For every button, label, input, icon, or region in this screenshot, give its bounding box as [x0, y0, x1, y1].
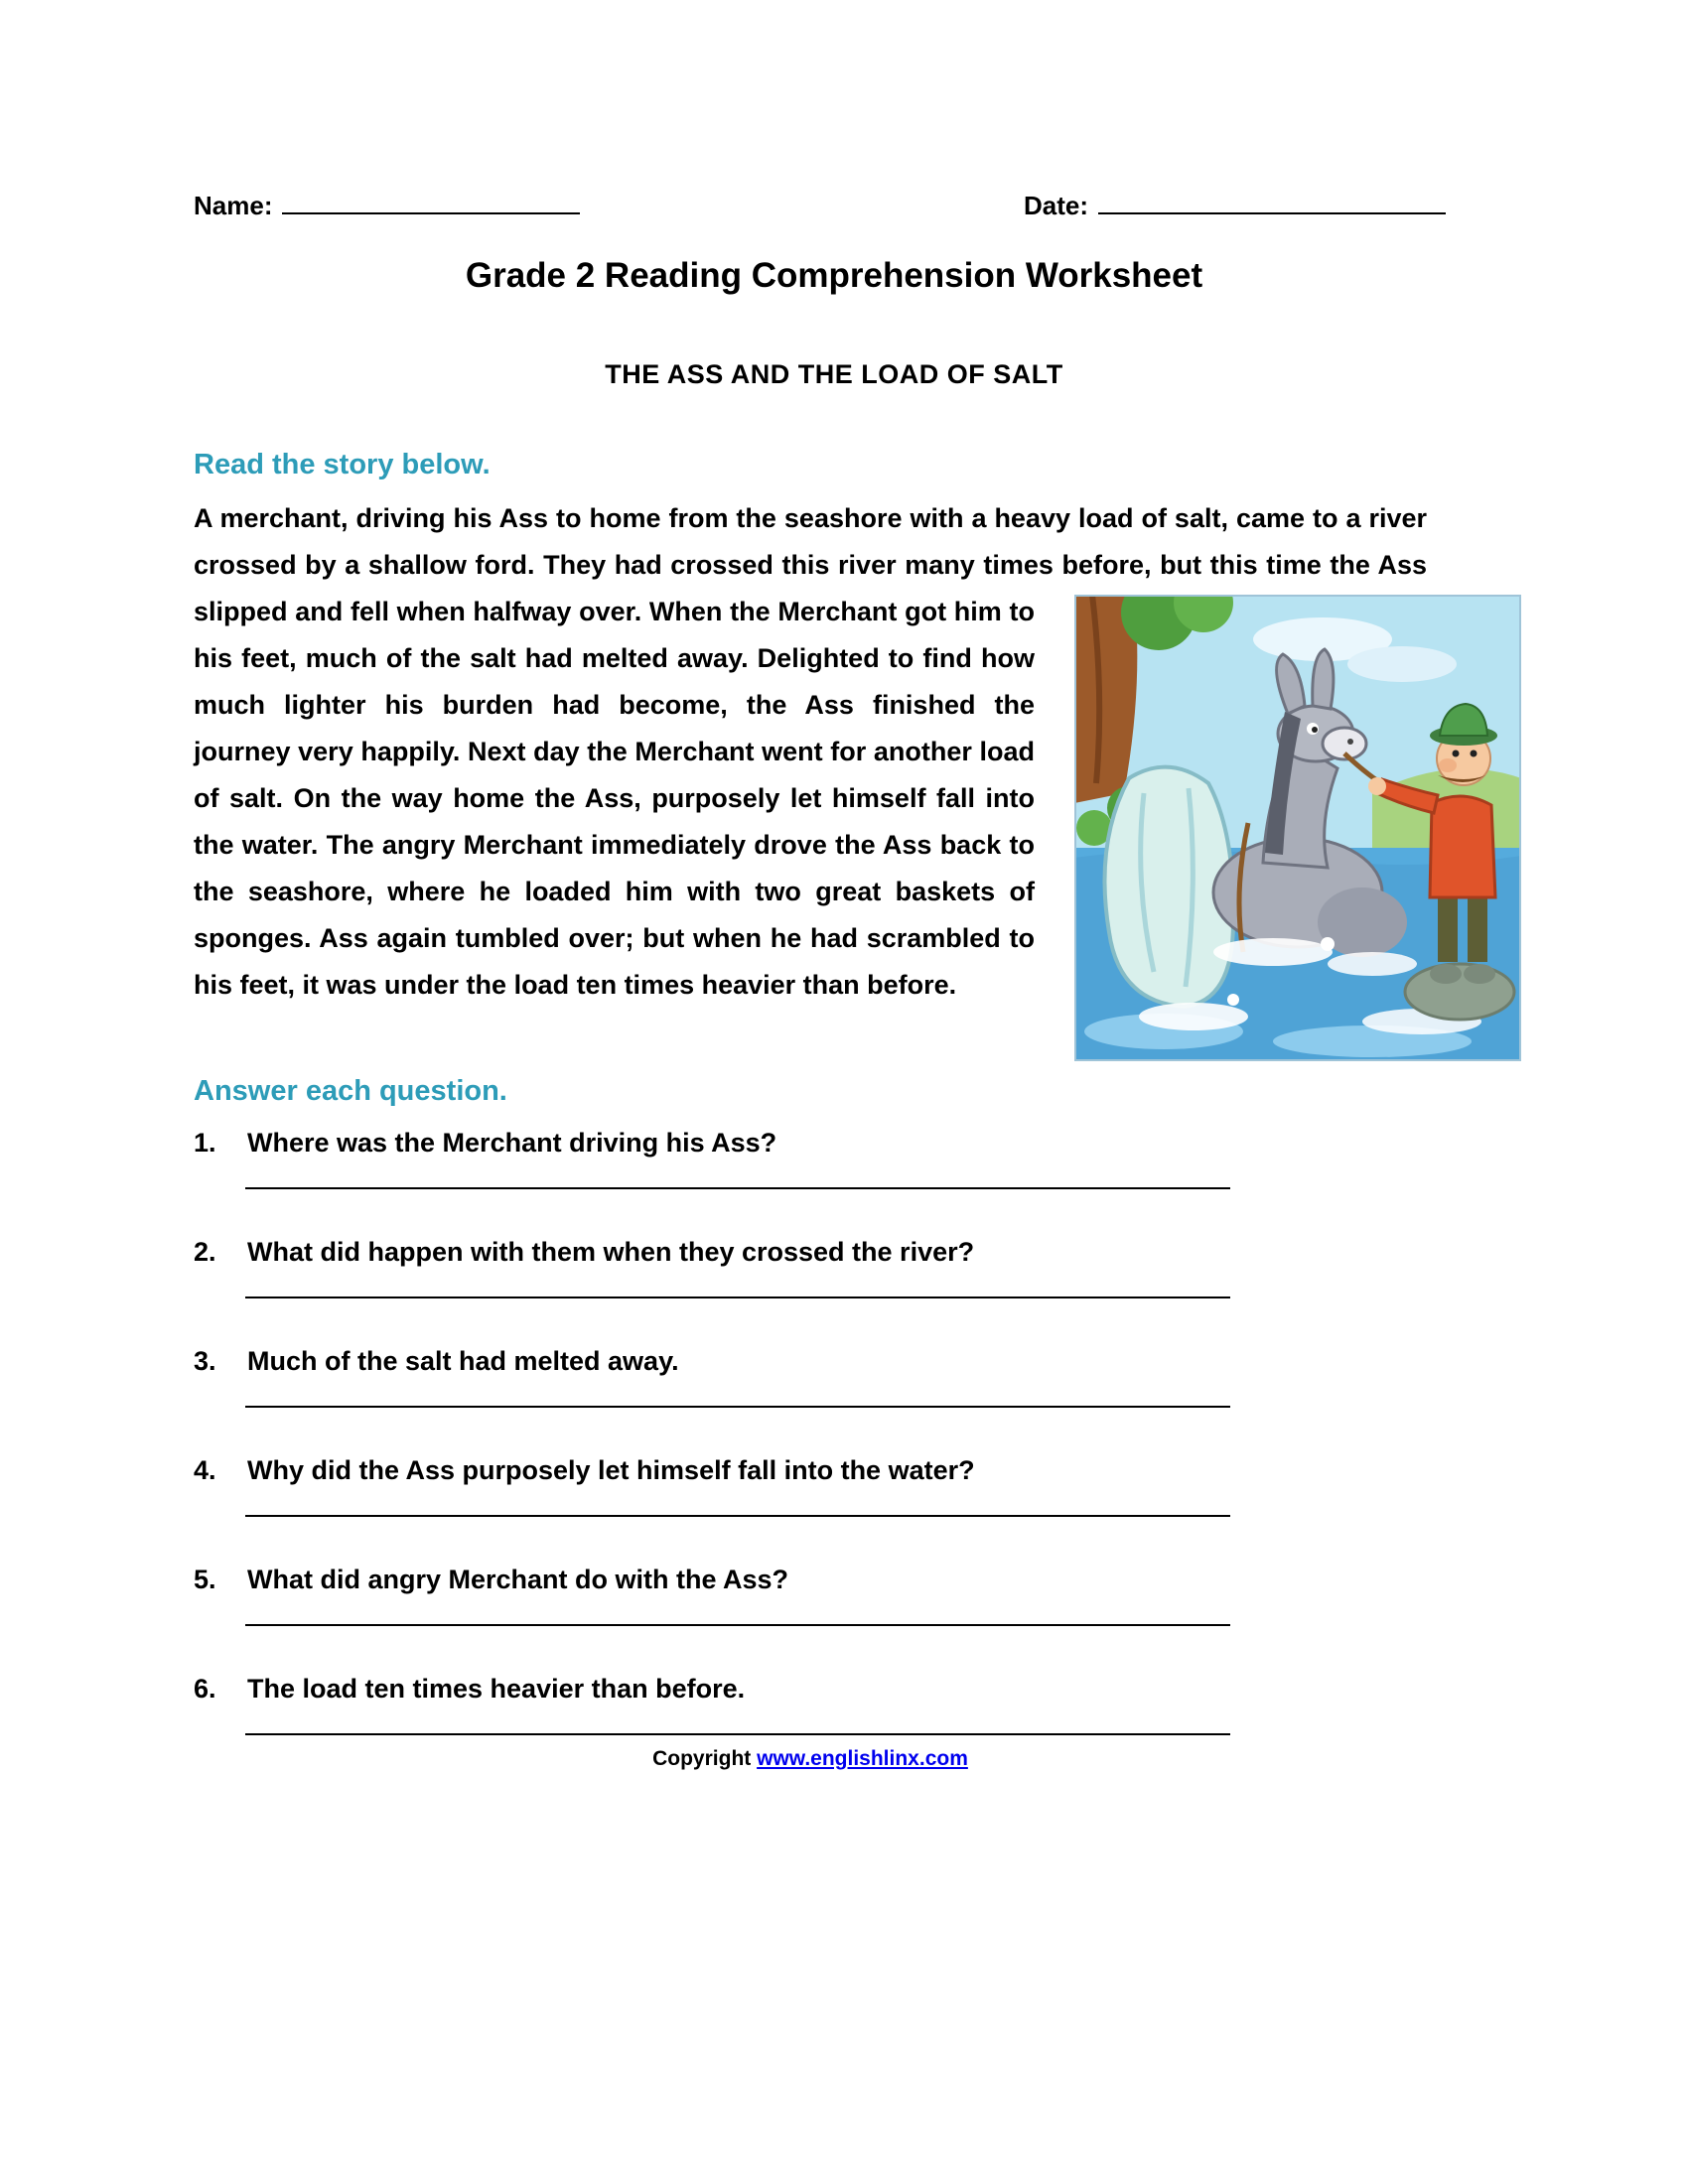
- story-illustration-image: [1074, 595, 1521, 1061]
- date-field: [1024, 189, 1446, 221]
- copyright-label: Copyright: [652, 1747, 758, 1770]
- question-text: Where was the Merchant driving his Ass?: [247, 1128, 777, 1158]
- answer-blank-line: [245, 1624, 1230, 1626]
- story-paragraph: [194, 495, 1427, 1009]
- story-text-part1: A merchant, driving his Ass to home from the seashore with a heavy load of salt, came to a river crossed by a shallow ford. They had crossed this river many times before, but this time the Ass slipped and fell when halfway over.: [194, 503, 1427, 626]
- questions-section: [194, 1075, 1427, 1735]
- question-number: 1.: [194, 1128, 216, 1158]
- question-item: [194, 1563, 1427, 1626]
- answer-questions-heading: Answer each question.: [194, 1075, 507, 1107]
- name-field: [194, 189, 580, 221]
- story-title: THE ASS AND THE LOAD OF SALT: [605, 359, 1063, 389]
- answer-blank-line: [245, 1515, 1230, 1517]
- question-item: [194, 1344, 1427, 1408]
- question-text: Much of the salt had melted away.: [247, 1346, 679, 1376]
- answer-blank-line: [245, 1406, 1230, 1408]
- page-title: Grade 2 Reading Comprehension Worksheet: [465, 256, 1203, 295]
- question-item: [194, 1672, 1427, 1735]
- question-item: [194, 1235, 1427, 1298]
- answer-blank-line: [245, 1187, 1230, 1189]
- question-number: 4.: [194, 1455, 216, 1485]
- question-item: [194, 1126, 1427, 1189]
- date-blank-line: [1098, 189, 1446, 214]
- story-illustration-svg: [1074, 595, 1521, 1061]
- name-label: Name:: [194, 191, 273, 220]
- answer-blank-line: [245, 1733, 1230, 1735]
- question-text: What did angry Merchant do with the Ass?: [247, 1565, 789, 1594]
- copyright-footer: [194, 1747, 1427, 1771]
- question-number: 3.: [194, 1346, 216, 1376]
- answer-blank-line: [245, 1297, 1230, 1298]
- question-text: Why did the Ass purposely let himself fall into the water?: [247, 1455, 975, 1485]
- read-story-heading: Read the story below.: [194, 449, 491, 480]
- worksheet-content: [194, 449, 1427, 1771]
- question-number: 5.: [194, 1565, 216, 1594]
- question-number: 2.: [194, 1237, 216, 1267]
- name-blank-line: [282, 189, 580, 214]
- question-text: The load ten times heavier than before.: [247, 1674, 746, 1704]
- question-text: What did happen with them when they crossed the river?: [247, 1237, 975, 1267]
- englishlinx-link[interactable]: www.englishlinx.com: [757, 1747, 968, 1770]
- date-label: Date:: [1024, 191, 1089, 220]
- question-number: 6.: [194, 1674, 216, 1704]
- story-text-part2: When the Merchant got him to his feet, much of the salt had melted away. Delighted to find how much lighter his burden had become, the Ass finished the journey very happily. Next day the Merchant went for another load of salt. On the way home the Ass, purposely let himself fall into the water. The angry Merchant immediately drove the Ass back to the seashore, where he loaded him with two great baskets of sponges. Ass again tumbled over; but when he had scrambled to his feet, it was under the load ten times heavier than before.: [194, 597, 1035, 1000]
- question-item: [194, 1453, 1427, 1517]
